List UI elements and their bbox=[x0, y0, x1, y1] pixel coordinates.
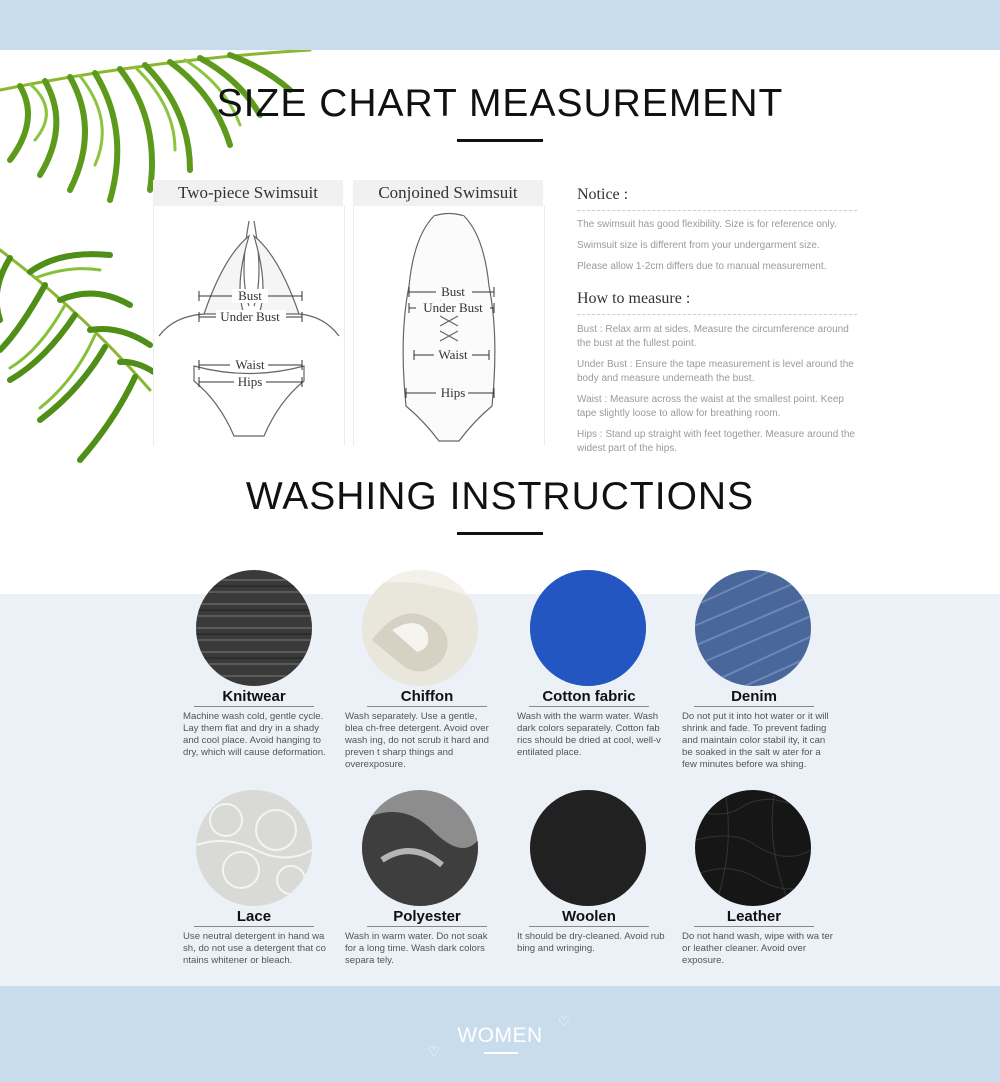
top-band bbox=[0, 0, 1000, 50]
two-piece-under-bust-label: Under Bust bbox=[220, 309, 280, 324]
measure-item-waist: Waist : Measure across the waist at the smallest point. Keep tape slightly loose to allow for breathing room. bbox=[577, 394, 844, 419]
two-piece-hips-label: Hips bbox=[237, 374, 263, 389]
measure-item-under-bust: Under Bust : Ensure the tape measurement is level around the body and measure underneath the bust. bbox=[577, 359, 854, 384]
fabric-divider bbox=[194, 706, 314, 707]
footer-underline bbox=[484, 1052, 518, 1054]
how-to-measure-heading: How to measure : bbox=[577, 290, 857, 315]
fabric-name: Chiffon bbox=[400, 688, 454, 705]
fabric-name: Cotton fabric bbox=[542, 688, 636, 705]
fabric-divider bbox=[694, 926, 814, 927]
fabric-description: It should be dry-cleaned. Avoid rub bing and wringing. bbox=[517, 931, 665, 954]
cotton-swatch bbox=[530, 570, 646, 686]
conjoined-waist-label: Waist bbox=[438, 347, 468, 362]
conjoined-hips-label: Hips bbox=[440, 385, 466, 400]
two-piece-panel bbox=[153, 180, 343, 446]
heart-icon: ♡ bbox=[558, 1014, 570, 1029]
one-piece-diagram bbox=[354, 206, 544, 446]
fabric-description: Machine wash cold, gentle cycle. Lay them flat and dry in a shady and cool place. Avoid hanging to dry, which will cause deformation. bbox=[183, 711, 326, 758]
footer-label: WOMEN bbox=[457, 1024, 543, 1047]
conjoined-bust-label: Bust bbox=[441, 284, 465, 299]
two-piece-heading: Two-piece Swimsuit bbox=[153, 180, 343, 206]
two-piece-bust-label: Bust bbox=[238, 288, 262, 303]
washing-section bbox=[0, 594, 1000, 986]
notice-heading: Notice : bbox=[577, 186, 857, 211]
conjoined-panel bbox=[353, 180, 543, 446]
fabric-name: Denim bbox=[731, 688, 777, 705]
fabric-description: Wash in warm water. Do not soak for a long time. Wash dark colors separa tely. bbox=[345, 931, 488, 966]
size-chart-title-underline bbox=[457, 139, 543, 142]
leather-swatch bbox=[695, 790, 811, 906]
fabric-divider bbox=[529, 706, 649, 707]
fabric-name: Woolen bbox=[562, 908, 616, 925]
notice-item: Swimsuit size is different from your undergarment size. bbox=[577, 240, 820, 251]
fabric-divider bbox=[367, 706, 487, 707]
woolen-swatch bbox=[530, 790, 646, 906]
measure-item-hips: Hips : Stand up straight with feet together. Measure around the widest part of the hips. bbox=[577, 429, 855, 454]
conjoined-under-bust-label: Under Bust bbox=[423, 300, 483, 315]
heart-icon: ♡ bbox=[428, 1044, 440, 1059]
fabric-divider bbox=[694, 706, 814, 707]
fabric-name: Knitwear bbox=[222, 688, 286, 705]
conjoined-heading: Conjoined Swimsuit bbox=[353, 180, 543, 206]
two-piece-diagram-area bbox=[153, 206, 345, 446]
bikini-diagram bbox=[154, 206, 344, 446]
fabric-divider bbox=[529, 926, 649, 927]
fabric-description: Do not put it into hot water or it will shrink and fade. To prevent fading and maintain color stabil ity, it can be soaked in the salt w ater for a few minutes before wa shing. bbox=[682, 711, 829, 770]
fabric-divider bbox=[367, 926, 487, 927]
polyester-swatch bbox=[362, 790, 478, 906]
fabric-description: Do not hand wash, wipe with wa ter or leather cleaner. Avoid over exposure. bbox=[682, 931, 833, 966]
fabric-description: Wash separately. Use a gentle, blea ch-free detergent. Avoid over wash ing, do not scrub it hard and preven t sharp things and overexposure. bbox=[345, 711, 489, 770]
fabric-description: Wash with the warm water. Wash dark colors separately. Cotton fab rics should be dried at cool, well-v entilated place. bbox=[517, 711, 661, 758]
notice-item: The swimsuit has good flexibility. Size is for reference only. bbox=[577, 219, 837, 230]
fabric-description: Use neutral detergent in hand wa sh, do not use a detergent that co ntains whitener or bleach. bbox=[183, 931, 326, 966]
measure-item-bust: Bust : Relax arm at sides. Measure the circumference around the bust at the fullest point. bbox=[577, 324, 849, 349]
washing-title: WASHING INSTRUCTIONS bbox=[245, 475, 755, 518]
two-piece-waist-label: Waist bbox=[235, 357, 265, 372]
knitwear-swatch bbox=[196, 570, 312, 686]
fabric-name: Polyester bbox=[393, 908, 461, 925]
chiffon-swatch bbox=[362, 570, 478, 686]
fabric-name: Leather bbox=[726, 908, 782, 925]
washing-title-underline bbox=[457, 532, 543, 535]
fabric-name: Lace bbox=[236, 908, 272, 925]
measurement-notes bbox=[577, 186, 857, 456]
notice-item: Please allow 1-2cm differs due to manual measurement. bbox=[577, 261, 827, 272]
lace-swatch bbox=[196, 790, 312, 906]
fabric-divider bbox=[194, 926, 314, 927]
conjoined-diagram-area bbox=[353, 206, 545, 446]
size-chart-title: SIZE CHART MEASUREMENT bbox=[216, 82, 784, 125]
denim-swatch bbox=[695, 570, 811, 686]
